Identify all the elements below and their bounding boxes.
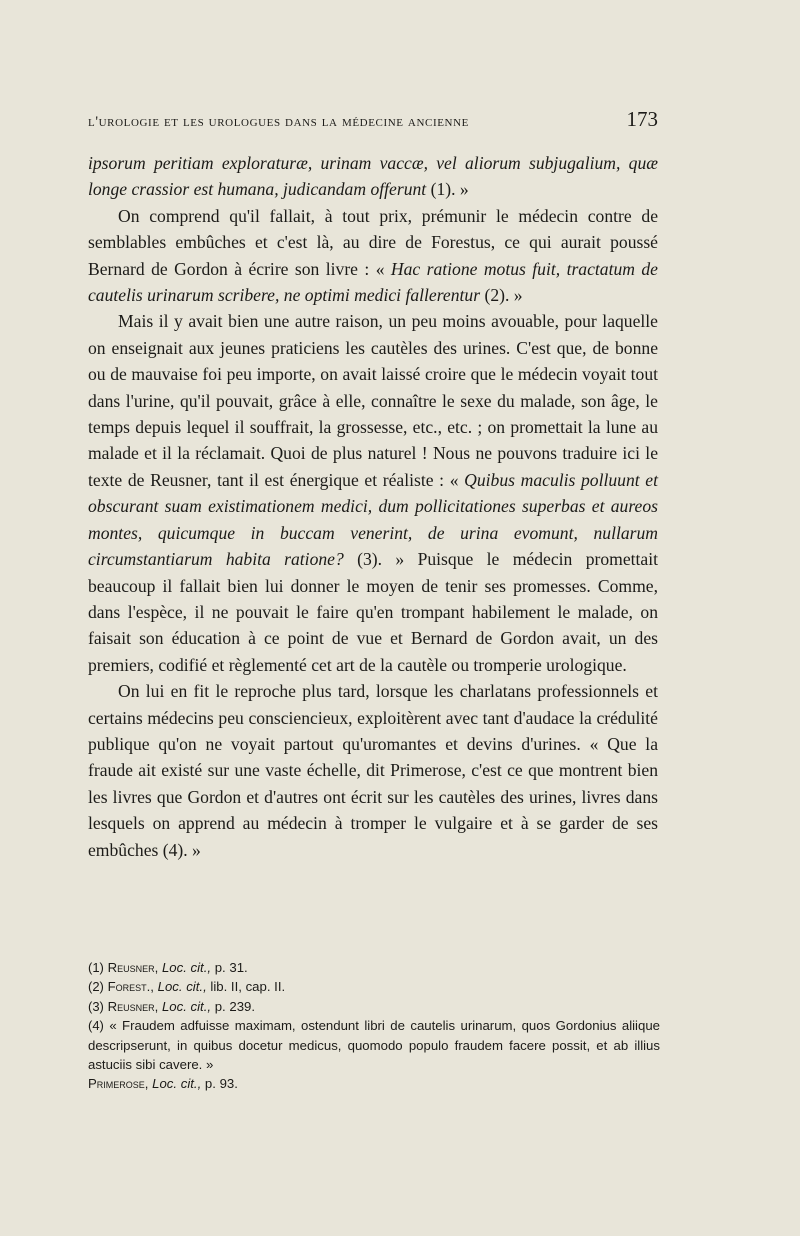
text-run: On comprend qu'il fallait, à tout prix, prémunir le médecin contre de semblables embûches et c'est là, au dire de Forestus, ce qui aurait poussé Bernard de Gordon à écrire son livre : « xyxy=(88,205,658,279)
text-run: (2). » xyxy=(480,285,523,306)
footnote-author: Reusner, xyxy=(107,960,159,975)
body-text xyxy=(88,150,658,863)
latin-quote: ipsorum peritiam exploraturæ, urinam vaccæ, vel aliorum subjugalium, quæ longe crassior est humana, judicandam offerunt xyxy=(88,153,658,200)
footnote-ref: p. 93. xyxy=(201,1076,238,1092)
running-title: l'urologie et les urologues dans la médecine ancienne xyxy=(88,114,469,130)
footnote-ref: lib. II, cap. II. xyxy=(206,979,286,995)
latin-quote: Quibus maculis polluunt et obscurant suam existimationem medici, dum pollicitationes superbas et aureos montes, quicumque in buccam venerint, de urina evomunt, nullarum circumstantiarum habita ratione? xyxy=(88,469,658,570)
footnote-number: (2) xyxy=(88,979,104,995)
footnote-quote: « Fraudem adfuisse maximam, ostendunt libri de cautelis urinarum, quos Gordonius aliique descripserunt, in quibus docetur medicus, quomodo populo fraudem facere possit, et ab illius astuciis sibi cavere. » xyxy=(88,1018,660,1073)
footnote-author: Reusner, xyxy=(107,998,159,1014)
footnote xyxy=(88,1016,660,1074)
footnote-ref: p. 31. xyxy=(211,960,248,975)
footnote xyxy=(88,997,660,1016)
footnote-number: (1) xyxy=(88,960,104,975)
paragraph xyxy=(88,203,658,309)
footnote xyxy=(88,958,660,977)
footnote-author: Forest., xyxy=(107,979,154,995)
paragraph xyxy=(88,678,658,863)
text-run: (3). » Puisque le médecin promettait beaucoup il fallait bien lui donner le moyen de tenir ses promesses. Comme, dans l'espèce, il ne pouvait le faire qu'en trompant habilement le malade, on faisait son éducation à ce point de vue et Bernard de Gordon avait, un des premiers, codifié et règlementé cet art de la cautèle ou tromperie urologique. xyxy=(88,549,659,675)
text-run: (1). » xyxy=(426,179,469,200)
footnotes xyxy=(88,958,660,1094)
footnote-loc: Loc. cit., xyxy=(152,1076,202,1092)
footnote-author: Primerose, xyxy=(88,1076,149,1092)
footnote-loc: Loc. cit., xyxy=(161,960,212,975)
text-run: On lui en fit le reproche plus tard, lorsque les charlatans professionnels et certains médecins peu consciencieux, exploitèrent avec tant d'audace la crédulité publique qu'on ne voyait partout qu'uromantes et devins d'urines. « Que la fraude ait existé sur une vaste échelle, dit Primerose, c'est ce que montrent bien les livres que Gordon et d'autres ont écrit sur les cautèles des urines, livres dans lesquels on apprend au médecin à tromper le vulgaire et à se garder de ses embûches (4). » xyxy=(88,681,658,860)
footnote-loc: Loc. cit., xyxy=(157,979,207,995)
paragraph xyxy=(88,308,658,678)
footnote-number: (4) xyxy=(88,1018,104,1034)
page-number: 173 xyxy=(626,107,658,131)
page-header xyxy=(88,107,658,133)
text-run: Mais il y avait bien une autre raison, un peu moins avouable, pour laquelle on enseignait aux jeunes praticiens les cautèles des urines. C'est que, de bonne ou de mauvaise foi peu importe, on avait laissé croire que le médecin voyait tout dans l'urine, qu'il pouvait, grâce à elle, connaître le sexe du malade, son âge, le temps depuis lequel il souffrait, la grossesse, etc., etc. ; on promettait la lune au malade et il la réclamait. Quoi de plus naturel ! Nous ne pouvons traduire ici le texte de Reusner, tant il est énergique et réaliste : « xyxy=(88,311,658,490)
footnote-ref: p. 239. xyxy=(211,998,256,1014)
footnote-number: (3) xyxy=(88,998,104,1014)
footnote-loc: Loc. cit., xyxy=(161,998,212,1014)
footnote-attribution xyxy=(88,1074,660,1093)
footnote xyxy=(88,977,660,996)
latin-quote: Hac ratione motus fuit, tractatum de cautelis urinarum scribere, ne optimi medici fallerentur xyxy=(88,258,658,306)
paragraph xyxy=(88,150,658,203)
